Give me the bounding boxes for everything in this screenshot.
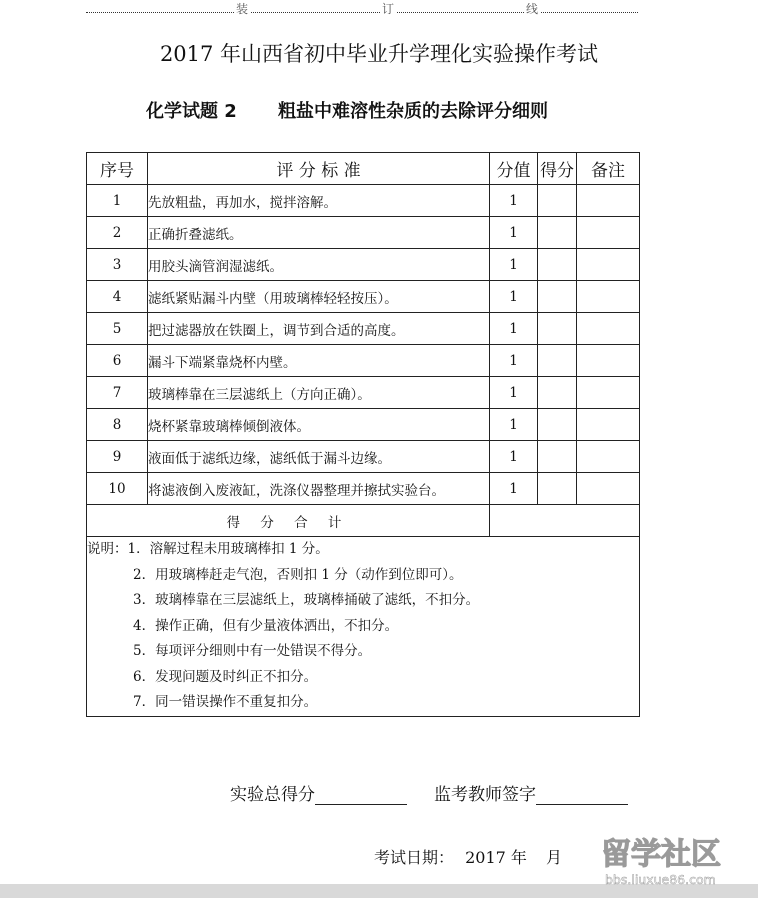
- exam-date-row: [374, 845, 562, 868]
- row-score-cell[interactable]: [538, 473, 577, 505]
- row-remarks-cell[interactable]: [577, 473, 640, 505]
- watermark-brand: 留学社区: [601, 837, 721, 872]
- row-number: 5: [87, 313, 148, 345]
- row-criteria: 烧杯紧靠玻璃棒倾倒液体。: [148, 409, 490, 441]
- table-row: [87, 409, 640, 441]
- note-line: 6．发现问题及时纠正不扣分。: [133, 668, 318, 685]
- watermark-logo: [583, 826, 758, 890]
- note-line: 7．同一错误操作不重复扣分。: [133, 694, 318, 710]
- row-criteria: 将滤液倒入废液缸，洗涤仪器整理并擦拭实验台。: [148, 473, 490, 505]
- row-remarks-cell[interactable]: [577, 441, 640, 473]
- table-row: [87, 441, 640, 473]
- table-row: [87, 345, 640, 377]
- row-points: 1: [490, 409, 538, 441]
- date-year: 2017 年: [465, 848, 527, 867]
- binding-word: 装: [236, 2, 249, 16]
- row-remarks-cell[interactable]: [577, 377, 640, 409]
- row-points: 1: [490, 345, 538, 377]
- header-points: 分值: [490, 153, 538, 185]
- row-points: 1: [490, 217, 538, 249]
- row-points: 1: [490, 377, 538, 409]
- row-remarks-cell[interactable]: [577, 217, 640, 249]
- row-criteria: 液面低于滤纸边缘，滤纸低于漏斗边缘。: [148, 441, 490, 473]
- row-criteria: 玻璃棒靠在三层滤纸上（方向正确）。: [148, 377, 490, 409]
- table-row: [87, 217, 640, 249]
- note-line: 说明：1．溶解过程未用玻璃棒扣 1 分。: [87, 541, 329, 557]
- row-criteria: 用胶头滴管润湿滤纸。: [148, 249, 490, 281]
- header-criteria: 评 分 标 准: [148, 153, 490, 185]
- teacher-signature-label: 监考教师签字: [434, 785, 536, 805]
- row-remarks-cell[interactable]: [577, 345, 640, 377]
- row-number: 2: [87, 217, 148, 249]
- row-number: 7: [87, 377, 148, 409]
- total-score-cell[interactable]: [490, 505, 640, 537]
- notes-row: [87, 537, 640, 717]
- row-criteria: 漏斗下端紧靠烧杯内壁。: [148, 345, 490, 377]
- date-month: 月: [546, 848, 563, 867]
- row-score-cell[interactable]: [538, 345, 577, 377]
- table-row: [87, 249, 640, 281]
- binding-word: 线: [526, 2, 539, 16]
- scoring-table: [86, 152, 640, 717]
- total-row: [87, 505, 640, 537]
- row-remarks-cell[interactable]: [577, 313, 640, 345]
- row-score-cell[interactable]: [538, 441, 577, 473]
- watermark-url: bbs.liuxue86.com: [605, 872, 716, 887]
- row-criteria: 把过滤器放在铁圈上，调节到合适的高度。: [148, 313, 490, 345]
- row-number: 1: [87, 185, 148, 217]
- notes-cell: [87, 537, 640, 717]
- row-score-cell[interactable]: [538, 313, 577, 345]
- subtitle-test-number: 化学试题 2: [146, 101, 237, 122]
- note-line: 5．每项评分细则中有一处错误不得分。: [133, 643, 372, 659]
- header-no: 序号: [87, 153, 148, 185]
- row-number: 6: [87, 345, 148, 377]
- subtitle-topic: 粗盐中难溶性杂质的去除评分细则: [278, 101, 548, 122]
- table-row: [87, 377, 640, 409]
- binding-word: 订: [382, 2, 395, 16]
- row-remarks-cell[interactable]: [577, 185, 640, 217]
- row-remarks-cell[interactable]: [577, 409, 640, 441]
- teacher-signature-blank[interactable]: [536, 788, 628, 805]
- row-score-cell[interactable]: [538, 281, 577, 313]
- row-score-cell[interactable]: [538, 377, 577, 409]
- row-points: 1: [490, 281, 538, 313]
- table-row: [87, 313, 640, 345]
- note-line: 4．操作正确，但有少量液体洒出，不扣分。: [133, 617, 399, 634]
- row-criteria: 正确折叠滤纸。: [148, 217, 490, 249]
- row-score-cell[interactable]: [538, 249, 577, 281]
- table-header-row: [87, 153, 640, 185]
- exam-title: 2017 年山西省初中毕业升学理化实验操作考试: [159, 42, 599, 66]
- row-criteria: 先放粗盐，再加水，搅拌溶解。: [148, 185, 490, 217]
- total-score-label: 实验总得分: [230, 785, 315, 805]
- row-number: 9: [87, 441, 148, 473]
- table-row: [87, 281, 640, 313]
- row-points: 1: [490, 441, 538, 473]
- binding-line: [86, 2, 638, 16]
- total-label: 得 分 合 计: [87, 505, 490, 537]
- note-line: 3．玻璃棒靠在三层滤纸上，玻璃棒捅破了滤纸，不扣分。: [133, 592, 480, 608]
- table-row: [87, 473, 640, 505]
- row-number: 8: [87, 409, 148, 441]
- header-score: 得分: [538, 153, 577, 185]
- table-row: [87, 185, 640, 217]
- row-score-cell[interactable]: [538, 185, 577, 217]
- row-points: 1: [490, 249, 538, 281]
- row-number: 4: [87, 281, 148, 313]
- row-number: 3: [87, 249, 148, 281]
- row-points: 1: [490, 313, 538, 345]
- header-remarks: 备注: [577, 153, 640, 185]
- note-line: 2．用玻璃棒赶走气泡，否则扣 1 分（动作到位即可）。: [133, 566, 463, 583]
- row-score-cell[interactable]: [538, 409, 577, 441]
- row-remarks-cell[interactable]: [577, 281, 640, 313]
- teacher-signature-field: [434, 780, 628, 805]
- row-remarks-cell[interactable]: [577, 249, 640, 281]
- date-label: 考试日期：: [374, 848, 455, 867]
- row-score-cell[interactable]: [538, 217, 577, 249]
- row-number: 10: [87, 473, 148, 505]
- row-points: 1: [490, 473, 538, 505]
- total-score-field: [230, 780, 407, 805]
- row-points: 1: [490, 185, 538, 217]
- row-criteria: 滤纸紧贴漏斗内壁（用玻璃棒轻轻按压）。: [148, 281, 490, 313]
- total-score-blank[interactable]: [315, 788, 407, 805]
